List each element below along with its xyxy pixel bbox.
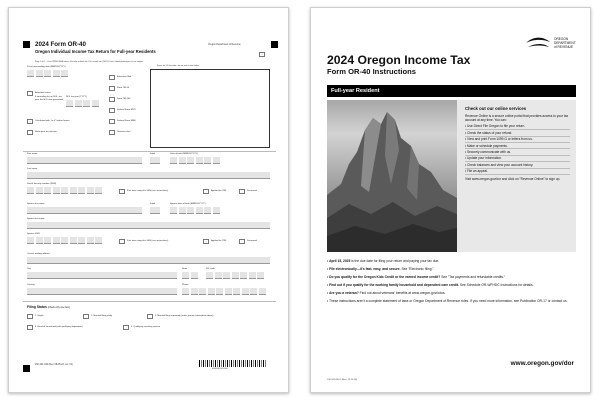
sidebar-list-item: • View and print Form 1099-G or letters from us. — [465, 137, 570, 143]
rock-formation-image — [327, 100, 457, 252]
filing-status-hoh-radio[interactable] — [27, 325, 33, 330]
sidebar-list-item: • Securely communicate with us. — [465, 149, 570, 155]
sidebar-list-item: • Check the status of your refund. — [465, 130, 570, 136]
key-point: • Do you qualify for the Oregon Kids Credit or the earned income credit? See "Tax payments and refundable credits." — [327, 275, 506, 280]
section-divider — [23, 151, 276, 152]
sidebar-title: Check out our online services — [465, 106, 527, 111]
instructions-subtitle: Form OR-40 Instructions — [327, 67, 417, 76]
oregon-dor-logo-icon — [524, 35, 580, 55]
form-title: 2024 Form OR-40 — [35, 41, 86, 48]
mountain-photo — [327, 100, 457, 252]
form-or24-checkbox[interactable] — [109, 86, 115, 91]
spouse-ssn-label: Spouse SSN — [27, 233, 40, 235]
sidebar-list-item: • Update your information. — [465, 156, 570, 162]
form-or40-page — [8, 7, 289, 393]
nol-year-label: NOL tax year (YYYY) — [66, 96, 87, 98]
filing-status-qss-label: 5. Qualifying surviving spouse — [131, 326, 161, 328]
section-bar: Full-year Resident — [327, 85, 576, 97]
form-8379-checkbox[interactable] — [109, 108, 115, 113]
spouse-first-name-input[interactable] — [27, 207, 142, 214]
spouse-dob-label: Spouse date of birth (MM/DD/YYYY) — [170, 203, 206, 205]
last-name-input[interactable] — [27, 172, 270, 179]
state-input[interactable] — [182, 272, 198, 279]
disaster-relief-checkbox[interactable] — [109, 130, 115, 135]
ssn-label: Social Security number (SSN) — [27, 183, 57, 185]
barcode-number: 00462401010000 — [212, 368, 228, 370]
spouse-deceased-label: Deceased — [247, 240, 257, 242]
spouse-first-name-label: Spouse first name — [27, 203, 45, 205]
key-points-list — [327, 259, 577, 308]
first-time-ssn-checkbox[interactable] — [119, 189, 125, 194]
deceased-checkbox[interactable] — [239, 189, 245, 194]
logo-line-2: DEPARTMENT — [554, 41, 576, 45]
deceased-label: Deceased — [247, 190, 257, 192]
fiscal-year-field[interactable] — [27, 70, 68, 77]
as-if-federal-label: Calculated with "as if" federal return — [35, 120, 70, 122]
registration-mark — [23, 365, 30, 372]
ssn-input[interactable] — [27, 187, 102, 194]
key-point: • File electronically—it's fast, easy, and secure. See "Electronic filing." — [327, 267, 434, 272]
filing-status-heading — [27, 305, 70, 310]
sidebar-intro: Revenue Online is a secure online portal that provides access to your tax account at any time. You can: — [465, 114, 569, 123]
city-input[interactable] — [27, 272, 177, 279]
dob-label: Date of birth (MM/DD/YYYY) — [170, 153, 198, 155]
form-8379-label: Federal Form 8379 — [117, 109, 136, 111]
filing-status-separate-radio[interactable] — [147, 314, 153, 319]
filing-status-single-label: 1. Single — [35, 315, 44, 317]
registration-mark — [23, 41, 30, 48]
form-barcode — [199, 360, 267, 367]
dob-input[interactable] — [170, 157, 220, 164]
instructions-footer-code: 150-101-040-1 (Rev. 12-12-24) — [327, 379, 358, 381]
mailing-address-input[interactable] — [27, 257, 270, 264]
spouse-applied-itin-label: Applied for ITIN — [211, 240, 227, 242]
amended-return-checkbox[interactable] — [27, 91, 33, 96]
sidebar-footer: Visit www.oregon.gov/dor and click on "Revenue Online" to sign up. — [465, 176, 561, 181]
first-time-ssn-label: First time using this SSN (see instructions) — [127, 190, 169, 192]
page-note: Page 1 of 6 — Use UPPERCASE letters. Use blue or black ink. Print actual size (100%). Don't submit photocopies or use staples. — [35, 61, 144, 63]
country-input[interactable] — [27, 288, 177, 295]
last-name-label: Last name — [27, 168, 38, 170]
instructions-page — [310, 7, 591, 393]
form-8886-label: Federal Form 8886 — [117, 120, 136, 122]
spouse-first-time-ssn-checkbox[interactable] — [119, 239, 125, 244]
sidebar-list — [465, 124, 570, 175]
form-footer-code: 150-101-040 (Rev. 08-05-24, ver. 01) — [35, 364, 73, 366]
nol-year-field[interactable] — [66, 100, 99, 107]
filing-status-title: Filing Status — [27, 305, 47, 309]
agency-name: Oregon Department of Revenue — [208, 44, 241, 46]
initial-input[interactable] — [150, 157, 160, 164]
filing-status-single-radio[interactable] — [27, 314, 33, 319]
short-year-label: Short-year tax election — [35, 131, 57, 133]
applied-itin-checkbox[interactable] — [203, 189, 209, 194]
phone-input[interactable] — [182, 288, 266, 295]
sidebar-list-item: • Check balances and view your account history. — [465, 162, 570, 168]
initial-label: Initial — [150, 153, 156, 155]
section-divider — [23, 301, 276, 302]
spouse-last-name-label: Spouse last name — [27, 218, 45, 220]
logo-line-3: of REVENUE — [554, 45, 573, 49]
phone-label: Phone — [182, 284, 189, 286]
key-point: • Are you a veteran? Find out about veterans' benefits at www.oregon.gov/odva. — [327, 291, 446, 296]
sidebar-list-item: • Use Direct File Oregon to file your return. — [465, 124, 570, 130]
extension-filed-checkbox[interactable] — [109, 75, 115, 80]
city-label: City — [27, 268, 31, 270]
spouse-first-time-ssn-label: First time using this SSN (see instructions) — [127, 240, 169, 242]
as-if-federal-checkbox[interactable] — [27, 119, 33, 124]
online-services-sidebar — [457, 100, 576, 252]
filing-status-joint-label: 2. Married filing jointly — [91, 315, 113, 317]
logo-line-1: OREGON — [554, 37, 569, 41]
form-or243-label: Form OR-243 — [117, 98, 131, 100]
filing-status-joint-radio[interactable] — [83, 314, 89, 319]
form-8886-checkbox[interactable] — [109, 119, 115, 124]
spouse-deceased-checkbox[interactable] — [239, 239, 245, 244]
filing-status-hint: (check only one box) — [47, 306, 70, 309]
registration-mark — [271, 41, 278, 48]
short-year-checkbox[interactable] — [27, 130, 33, 135]
form-corner-checkbox[interactable] — [259, 52, 265, 57]
sidebar-list-item: • File an appeal. — [465, 169, 570, 175]
sidebar-list-item: • Make or schedule payments. — [465, 143, 570, 149]
spouse-initial-input[interactable] — [150, 207, 160, 214]
key-point: • Find out if you qualify for the working family household and dependent care credit. See Schedule OR-WFHDC Instructions for details. — [327, 283, 534, 288]
key-point: • These instructions aren't a complete statement of laws or Oregon Department of Revenue rules. If you need more information, see Publication OR-17 or contact us. — [327, 299, 568, 304]
extension-filed-label: Extension filed — [117, 76, 132, 78]
zip-label: ZIP code — [206, 268, 215, 270]
state-label: State — [182, 268, 188, 270]
key-point: • April 15, 2025 is the due date for filing your return and paying your tax due. — [327, 259, 440, 263]
spouse-ssn-input[interactable] — [27, 237, 102, 244]
spouse-last-name-input[interactable] — [27, 222, 270, 229]
first-name-input[interactable] — [27, 157, 142, 164]
barcode-space-note: Space for 2-D barcode—do not write in box below — [157, 65, 199, 67]
applied-itin-label: Applied for ITIN — [211, 190, 227, 192]
form-or24-label: Form OR-24 — [117, 87, 130, 89]
form-subtitle: Oregon Individual Income Tax Return for Full-year Residents — [35, 49, 156, 54]
filing-status-hoh-label: 4. Head of household (with qualifying dependent) — [35, 326, 83, 328]
spouse-initial-label: Initial — [150, 203, 156, 205]
first-name-label: First name — [27, 153, 38, 155]
filing-status-qss-radio[interactable] — [123, 325, 129, 330]
dor-website-link[interactable]: www.oregon.gov/dor — [510, 360, 574, 367]
fiscal-year-label: Fiscal year ending date (MM/DD/YYYY) — [27, 66, 66, 68]
amended-return-label: Amended return — [35, 92, 51, 94]
nol-amending-label: If amending for an NOL, tax year the NOL was generated — [35, 96, 63, 101]
mailing-address-label: Current mailing address — [27, 253, 51, 255]
country-label: Country — [27, 284, 35, 286]
filing-status-separate-label: 3. Married filing separately (enter spouse information above) — [155, 315, 214, 317]
instructions-title: 2024 Oregon Income Tax — [327, 53, 471, 67]
barcode-space-box — [150, 69, 270, 148]
spouse-dob-input[interactable] — [170, 207, 220, 214]
disaster-relief-label: Disaster relief — [117, 131, 131, 133]
spouse-applied-itin-checkbox[interactable] — [203, 239, 209, 244]
form-or243-checkbox[interactable] — [109, 97, 115, 102]
zip-input[interactable] — [206, 272, 264, 279]
